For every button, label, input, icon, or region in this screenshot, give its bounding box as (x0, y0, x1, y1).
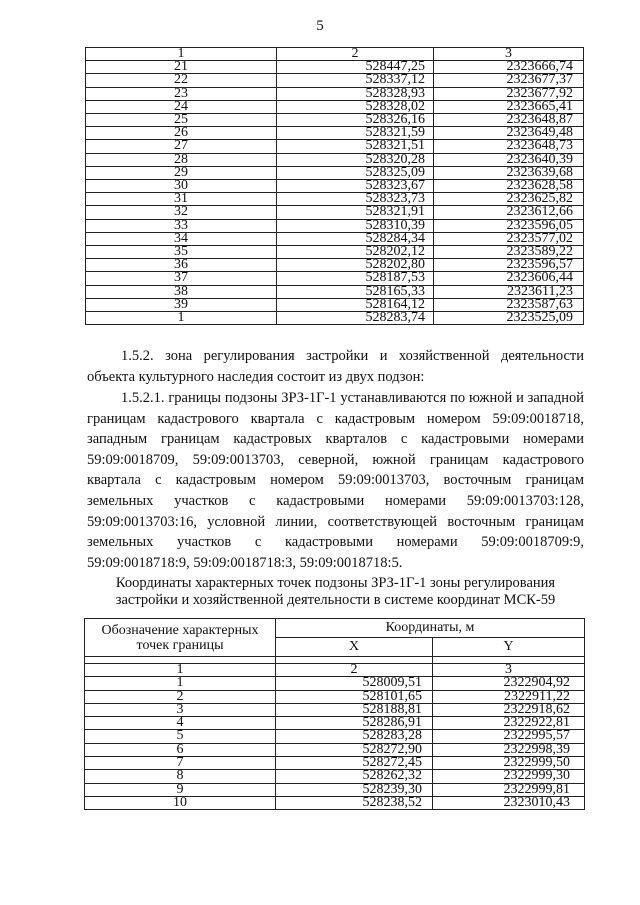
section-paragraph-1-5-2-1: 1.5.2.1. границы подзоны ЗРЗ-1Г-1 устанавливаются по южной и западной границам кадастрового квартала с кадастровым номером 59:09:0018718, западным границам кадастровых кварталов с кадастровыми номерами 59:09:0018709, 59:09:0013703, северной, южной границам кадастрового квартала с кадастровым номером 59:09:0013703, восточным границам земельных участков с кадастровыми номерами 59:09:0013703:128, 59:09:0013703:16, условной линии, соответствующей восточным границам земельных участков с кадастровыми номерами 59:09:0018709:9, 59:09:0018718:9, 59:09:0018718:3, 59:09:0018718:5. (87, 390, 584, 571)
x-coordinate-cell: 528321,59 (277, 127, 434, 140)
y-coordinate-cell: 2323577,02 (434, 232, 584, 245)
y-coordinate-cell: 2323589,22 (434, 246, 584, 259)
point-number-cell: 24 (86, 100, 277, 113)
point-number-cell: 27 (86, 140, 277, 153)
x-coordinate-cell: 528283,74 (277, 312, 434, 325)
point-number-cell: 29 (86, 166, 277, 179)
section-paragraph-1-5-2: 1.5.2. зона регулирования застройки и хозяйственной деятельности объекта культурного наследия состоит из двух подзон: (87, 348, 584, 385)
x-coordinate-cell: 528325,09 (277, 166, 434, 179)
table-row (86, 312, 584, 325)
y-coordinate-cell: 2323648,73 (434, 140, 584, 153)
y-coordinate-cell: 2322999,81 (433, 783, 585, 796)
x-coordinate-cell: 528323,73 (277, 193, 434, 206)
point-number-cell: 10 (85, 796, 276, 809)
y-coordinate-cell: 2322911,22 (433, 690, 585, 703)
x-coordinate-cell: 528202,12 (277, 246, 434, 259)
table-row (85, 796, 585, 809)
point-number-cell: 6 (85, 743, 276, 756)
y-coordinate-cell: 2323612,66 (434, 206, 584, 219)
x-coordinate-cell: 528262,32 (276, 770, 433, 783)
x-coordinate-cell: 528188,81 (276, 703, 433, 716)
point-designation-header: Обозначение характерных точек границы (85, 619, 276, 657)
y-coordinate-cell: 2323606,44 (434, 272, 584, 285)
point-number-cell: 38 (86, 285, 277, 298)
x-coordinate-cell: 528101,65 (276, 690, 433, 703)
x-header: X (276, 638, 433, 657)
x-coordinate-cell: 528321,51 (277, 140, 434, 153)
y-coordinate-cell: 2323640,39 (434, 153, 584, 166)
point-number-cell: 1 (86, 312, 277, 325)
x-coordinate-cell: 528326,16 (277, 114, 434, 127)
coordinates-table-continued (85, 47, 584, 325)
y-coordinate-cell: 2323611,23 (434, 285, 584, 298)
x-coordinate-cell: 528321,91 (277, 206, 434, 219)
y-coordinate-cell: 2323639,68 (434, 166, 584, 179)
coordinates-header: Координаты, м (276, 619, 585, 638)
index-cell: 3 (433, 664, 585, 677)
point-number-cell: 39 (86, 298, 277, 311)
point-number-cell: 26 (86, 127, 277, 140)
x-coordinate-cell: 528286,91 (276, 717, 433, 730)
x-coordinate-cell: 528165,33 (277, 285, 434, 298)
x-coordinate-cell: 528323,67 (277, 180, 434, 193)
y-coordinate-cell: 2323596,57 (434, 259, 584, 272)
y-coordinate-cell: 2323010,43 (433, 796, 585, 809)
x-coordinate-cell: 528272,90 (276, 743, 433, 756)
index-cell: 1 (85, 664, 276, 677)
point-number-cell: 31 (86, 193, 277, 206)
point-number-cell: 35 (86, 246, 277, 259)
y-coordinate-cell: 2323648,87 (434, 114, 584, 127)
point-number-cell: 3 (85, 703, 276, 716)
x-coordinate-cell: 528328,93 (277, 87, 434, 100)
x-coordinate-cell: 528187,53 (277, 272, 434, 285)
y-coordinate-cell: 2322918,62 (433, 703, 585, 716)
point-number-cell: 23 (86, 87, 277, 100)
y-coordinate-cell: 2323677,37 (434, 74, 584, 87)
index-cell: 1 (86, 48, 277, 61)
y-coordinate-cell: 2323628,58 (434, 180, 584, 193)
point-number-cell: 33 (86, 219, 277, 232)
y-coordinate-cell: 2322998,39 (433, 743, 585, 756)
x-coordinate-cell: 528283,28 (276, 730, 433, 743)
x-coordinate-cell: 528320,28 (277, 153, 434, 166)
y-coordinate-cell: 2323665,41 (434, 100, 584, 113)
x-coordinate-cell: 528272,45 (276, 757, 433, 770)
point-number-cell: 28 (86, 153, 277, 166)
y-coordinate-cell: 2322904,92 (433, 677, 585, 690)
y-coordinate-cell: 2323666,74 (434, 61, 584, 74)
x-coordinate-cell: 528310,39 (277, 219, 434, 232)
y-coordinate-cell: 2322922,81 (433, 717, 585, 730)
point-number-cell: 9 (85, 783, 276, 796)
point-number-cell: 37 (86, 272, 277, 285)
x-coordinate-cell: 528337,12 (277, 74, 434, 87)
y-coordinate-cell: 2323677,92 (434, 87, 584, 100)
point-number-cell: 22 (86, 74, 277, 87)
y-coordinate-cell: 2323649,48 (434, 127, 584, 140)
point-number-cell: 2 (85, 690, 276, 703)
index-cell: 2 (276, 664, 433, 677)
point-number-cell: 8 (85, 770, 276, 783)
x-coordinate-cell: 528239,30 (276, 783, 433, 796)
coordinates-table-zrz-1g-1 (84, 618, 585, 810)
y-coordinate-cell: 2323596,05 (434, 219, 584, 232)
x-coordinate-cell: 528202,80 (277, 259, 434, 272)
point-number-cell: 30 (86, 180, 277, 193)
point-number-cell: 32 (86, 206, 277, 219)
x-coordinate-cell: 528164,12 (277, 298, 434, 311)
table-title-line: застройки и хозяйственной деятельности в системе координат МСК-59 (115, 592, 556, 608)
point-number-cell: 5 (85, 730, 276, 743)
point-number-cell: 4 (85, 717, 276, 730)
y-coordinate-cell: 2322995,57 (433, 730, 585, 743)
index-cell: 3 (434, 48, 584, 61)
page-number: 5 (316, 18, 324, 34)
table-title-line: Координаты характерных точек подзоны ЗРЗ-1Г-1 зоны регулирования (115, 575, 556, 591)
y-coordinate-cell: 2323525,09 (434, 312, 584, 325)
x-coordinate-cell: 528328,02 (277, 100, 434, 113)
y-coordinate-cell: 2323625,82 (434, 193, 584, 206)
y-coordinate-cell: 2322999,50 (433, 757, 585, 770)
y-coordinate-cell: 2322999,30 (433, 770, 585, 783)
x-coordinate-cell: 528238,52 (276, 796, 433, 809)
point-number-cell: 34 (86, 232, 277, 245)
x-coordinate-cell: 528009,51 (276, 677, 433, 690)
table-title (87, 575, 584, 609)
index-cell: 2 (277, 48, 434, 61)
point-number-cell: 36 (86, 259, 277, 272)
point-number-cell: 7 (85, 757, 276, 770)
point-number-cell: 25 (86, 114, 277, 127)
x-coordinate-cell: 528284,34 (277, 232, 434, 245)
x-coordinate-cell: 528447,25 (277, 61, 434, 74)
point-number-cell: 1 (85, 677, 276, 690)
point-number-cell: 21 (86, 61, 277, 74)
y-header: Y (433, 638, 585, 657)
y-coordinate-cell: 2323587,63 (434, 298, 584, 311)
